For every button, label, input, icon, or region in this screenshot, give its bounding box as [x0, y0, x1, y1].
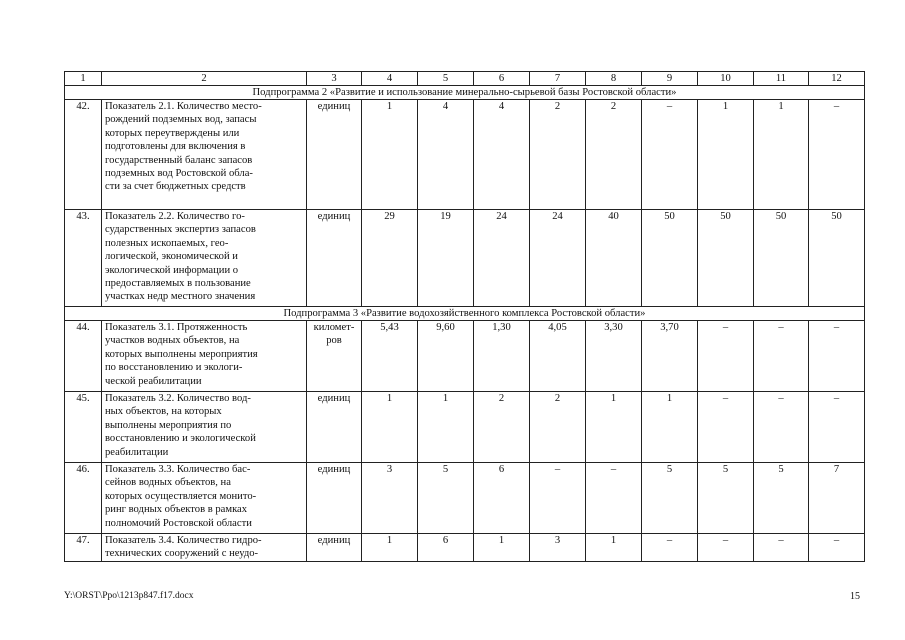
indicator-name-line: восстановлению и экологической: [105, 433, 256, 445]
indicator-name-line: выполнены мероприятия по: [105, 419, 232, 431]
column-number-header: 4: [362, 72, 418, 86]
indicator-row: [65, 321, 865, 392]
indicator-name-line: полезных ископаемых, гео-: [105, 237, 229, 249]
row-number: 45.: [65, 392, 102, 463]
value-cell: 5,43: [362, 321, 418, 392]
value-cell: 6: [418, 534, 474, 562]
indicator-name: [102, 392, 307, 463]
indicator-name: [102, 210, 307, 307]
column-number-header: 12: [809, 72, 865, 86]
value-cell: –: [698, 392, 754, 463]
value-cell: 1: [418, 392, 474, 463]
indicator-row: [65, 210, 865, 307]
value-cell: 3,30: [586, 321, 642, 392]
indicator-name-line: Показатель 2.2. Количество го-: [105, 211, 245, 222]
value-cell: 1: [362, 100, 418, 210]
unit-line: ров: [326, 335, 342, 347]
column-number-header: 9: [642, 72, 698, 86]
unit-cell: [307, 321, 362, 392]
indicator-name: [102, 321, 307, 392]
value-cell: 29: [362, 210, 418, 307]
indicator-row: [65, 100, 865, 210]
column-number-header: 3: [307, 72, 362, 86]
indicator-name-line: по восстановлению и экологи-: [105, 362, 243, 374]
row-number: 43.: [65, 210, 102, 307]
indicator-name-line: логической, экономической и: [105, 251, 238, 263]
indicator-row: [65, 534, 865, 562]
value-cell: –: [809, 534, 865, 562]
unit-cell: единиц: [307, 463, 362, 534]
value-cell: –: [642, 534, 698, 562]
indicator-name-line: сударственных экспертиз запасов: [105, 224, 256, 236]
unit-cell: единиц: [307, 534, 362, 562]
indicator-name-line: предоставляемых в пользование: [105, 278, 251, 290]
indicator-name-line: государственный баланс запасов: [105, 154, 253, 166]
value-cell: 50: [809, 210, 865, 307]
indicator-name-line: Показатель 2.1. Количество место-: [105, 101, 262, 112]
value-cell: 19: [418, 210, 474, 307]
indicator-name-line: полномочий Ростовской области: [105, 517, 252, 529]
value-cell: 4: [474, 100, 530, 210]
value-cell: 2: [586, 100, 642, 210]
value-cell: 1,30: [474, 321, 530, 392]
indicator-name-line: которых выполнены мероприятия: [105, 348, 258, 360]
column-number-header: 11: [754, 72, 809, 86]
value-cell: –: [642, 100, 698, 210]
value-cell: –: [754, 321, 809, 392]
value-cell: 2: [530, 392, 586, 463]
value-cell: 1: [754, 100, 809, 210]
value-cell: 5: [698, 463, 754, 534]
indicator-name-line: Показатель 3.3. Количество бас-: [105, 464, 251, 475]
value-cell: –: [809, 100, 865, 210]
value-cell: 2: [474, 392, 530, 463]
value-cell: 5: [754, 463, 809, 534]
indicator-name-line: реабилитации: [105, 446, 169, 458]
value-cell: –: [530, 463, 586, 534]
value-cell: –: [754, 534, 809, 562]
indicator-name: [102, 463, 307, 534]
value-cell: 1: [362, 534, 418, 562]
value-cell: –: [809, 321, 865, 392]
indicators-table: [64, 71, 865, 562]
subprogram-title: Подпрограмма 3 «Развитие водохозяйственного комплекса Ростовской области»: [65, 307, 865, 321]
indicator-name-line: ных объектов, на которых: [105, 406, 222, 418]
value-cell: –: [698, 534, 754, 562]
row-number: 46.: [65, 463, 102, 534]
unit-line: километ-: [313, 322, 355, 333]
indicator-row: [65, 392, 865, 463]
value-cell: 1: [474, 534, 530, 562]
value-cell: 1: [586, 534, 642, 562]
value-cell: –: [809, 392, 865, 463]
value-cell: 50: [754, 210, 809, 307]
value-cell: 1: [362, 392, 418, 463]
indicator-name-line: которых переутверждены или: [105, 127, 240, 139]
indicator-name-line: экологической информации о: [105, 264, 239, 276]
indicator-name-line: ческой реабилитации: [105, 375, 202, 387]
indicator-name-line: сти за счет бюджетных средств: [105, 181, 246, 193]
unit-cell: единиц: [307, 392, 362, 463]
header-row: [65, 72, 865, 86]
value-cell: 1: [642, 392, 698, 463]
value-cell: 24: [530, 210, 586, 307]
value-cell: –: [754, 392, 809, 463]
subprogram-row: [65, 86, 865, 100]
value-cell: –: [698, 321, 754, 392]
indicator-name-line: Показатель 3.2. Количество вод-: [105, 393, 251, 404]
value-cell: 9,60: [418, 321, 474, 392]
indicator-name-line: технических сооружений с неудо-: [105, 548, 259, 560]
unit-cell: единиц: [307, 210, 362, 307]
page-number: 15: [850, 591, 860, 602]
value-cell: 2: [530, 100, 586, 210]
column-number-header: 1: [65, 72, 102, 86]
value-cell: 3: [530, 534, 586, 562]
indicator-name-line: рождений подземных вод, запасы: [105, 114, 257, 126]
indicator-name-line: Показатель 3.4. Количество гидро-: [105, 535, 262, 546]
indicator-name-line: ринг водных объектов в рамках: [105, 504, 248, 516]
indicator-row: [65, 463, 865, 534]
indicator-name-line: подготовлены для включения в: [105, 141, 246, 153]
value-cell: 50: [698, 210, 754, 307]
value-cell: 4,05: [530, 321, 586, 392]
indicator-name: [102, 534, 307, 562]
value-cell: 5: [418, 463, 474, 534]
unit-cell: единиц: [307, 100, 362, 210]
value-cell: 50: [642, 210, 698, 307]
value-cell: 4: [418, 100, 474, 210]
value-cell: 1: [698, 100, 754, 210]
indicator-name-line: которых осуществляется монито-: [105, 490, 257, 502]
column-number-header: 7: [530, 72, 586, 86]
value-cell: 24: [474, 210, 530, 307]
value-cell: 5: [642, 463, 698, 534]
value-cell: 3: [362, 463, 418, 534]
value-cell: 3,70: [642, 321, 698, 392]
column-number-header: 10: [698, 72, 754, 86]
indicator-name-line: подземных вод Ростовской обла-: [105, 168, 253, 180]
indicator-name-line: участков водных объектов, на: [105, 335, 240, 347]
value-cell: –: [586, 463, 642, 534]
value-cell: 1: [586, 392, 642, 463]
row-number: 42.: [65, 100, 102, 210]
value-cell: 7: [809, 463, 865, 534]
column-number-header: 6: [474, 72, 530, 86]
footer-file-path: Y:\ORST\Ppo\1213p847.f17.docx: [64, 591, 194, 601]
indicator-name-line: Показатель 3.1. Протяженность: [105, 322, 248, 333]
indicator-name-line: участках недр местного значения: [105, 291, 256, 303]
column-number-header: 2: [102, 72, 307, 86]
indicator-name: [102, 100, 307, 210]
row-number: 44.: [65, 321, 102, 392]
subprogram-row: [65, 307, 865, 321]
row-number: 47.: [65, 534, 102, 562]
value-cell: 6: [474, 463, 530, 534]
subprogram-title: Подпрограмма 2 «Развитие и использование минерально-сырьевой базы Ростовской области»: [65, 86, 865, 100]
indicator-name-line: сейнов водных объектов, на: [105, 477, 231, 489]
value-cell: 40: [586, 210, 642, 307]
column-number-header: 5: [418, 72, 474, 86]
column-number-header: 8: [586, 72, 642, 86]
